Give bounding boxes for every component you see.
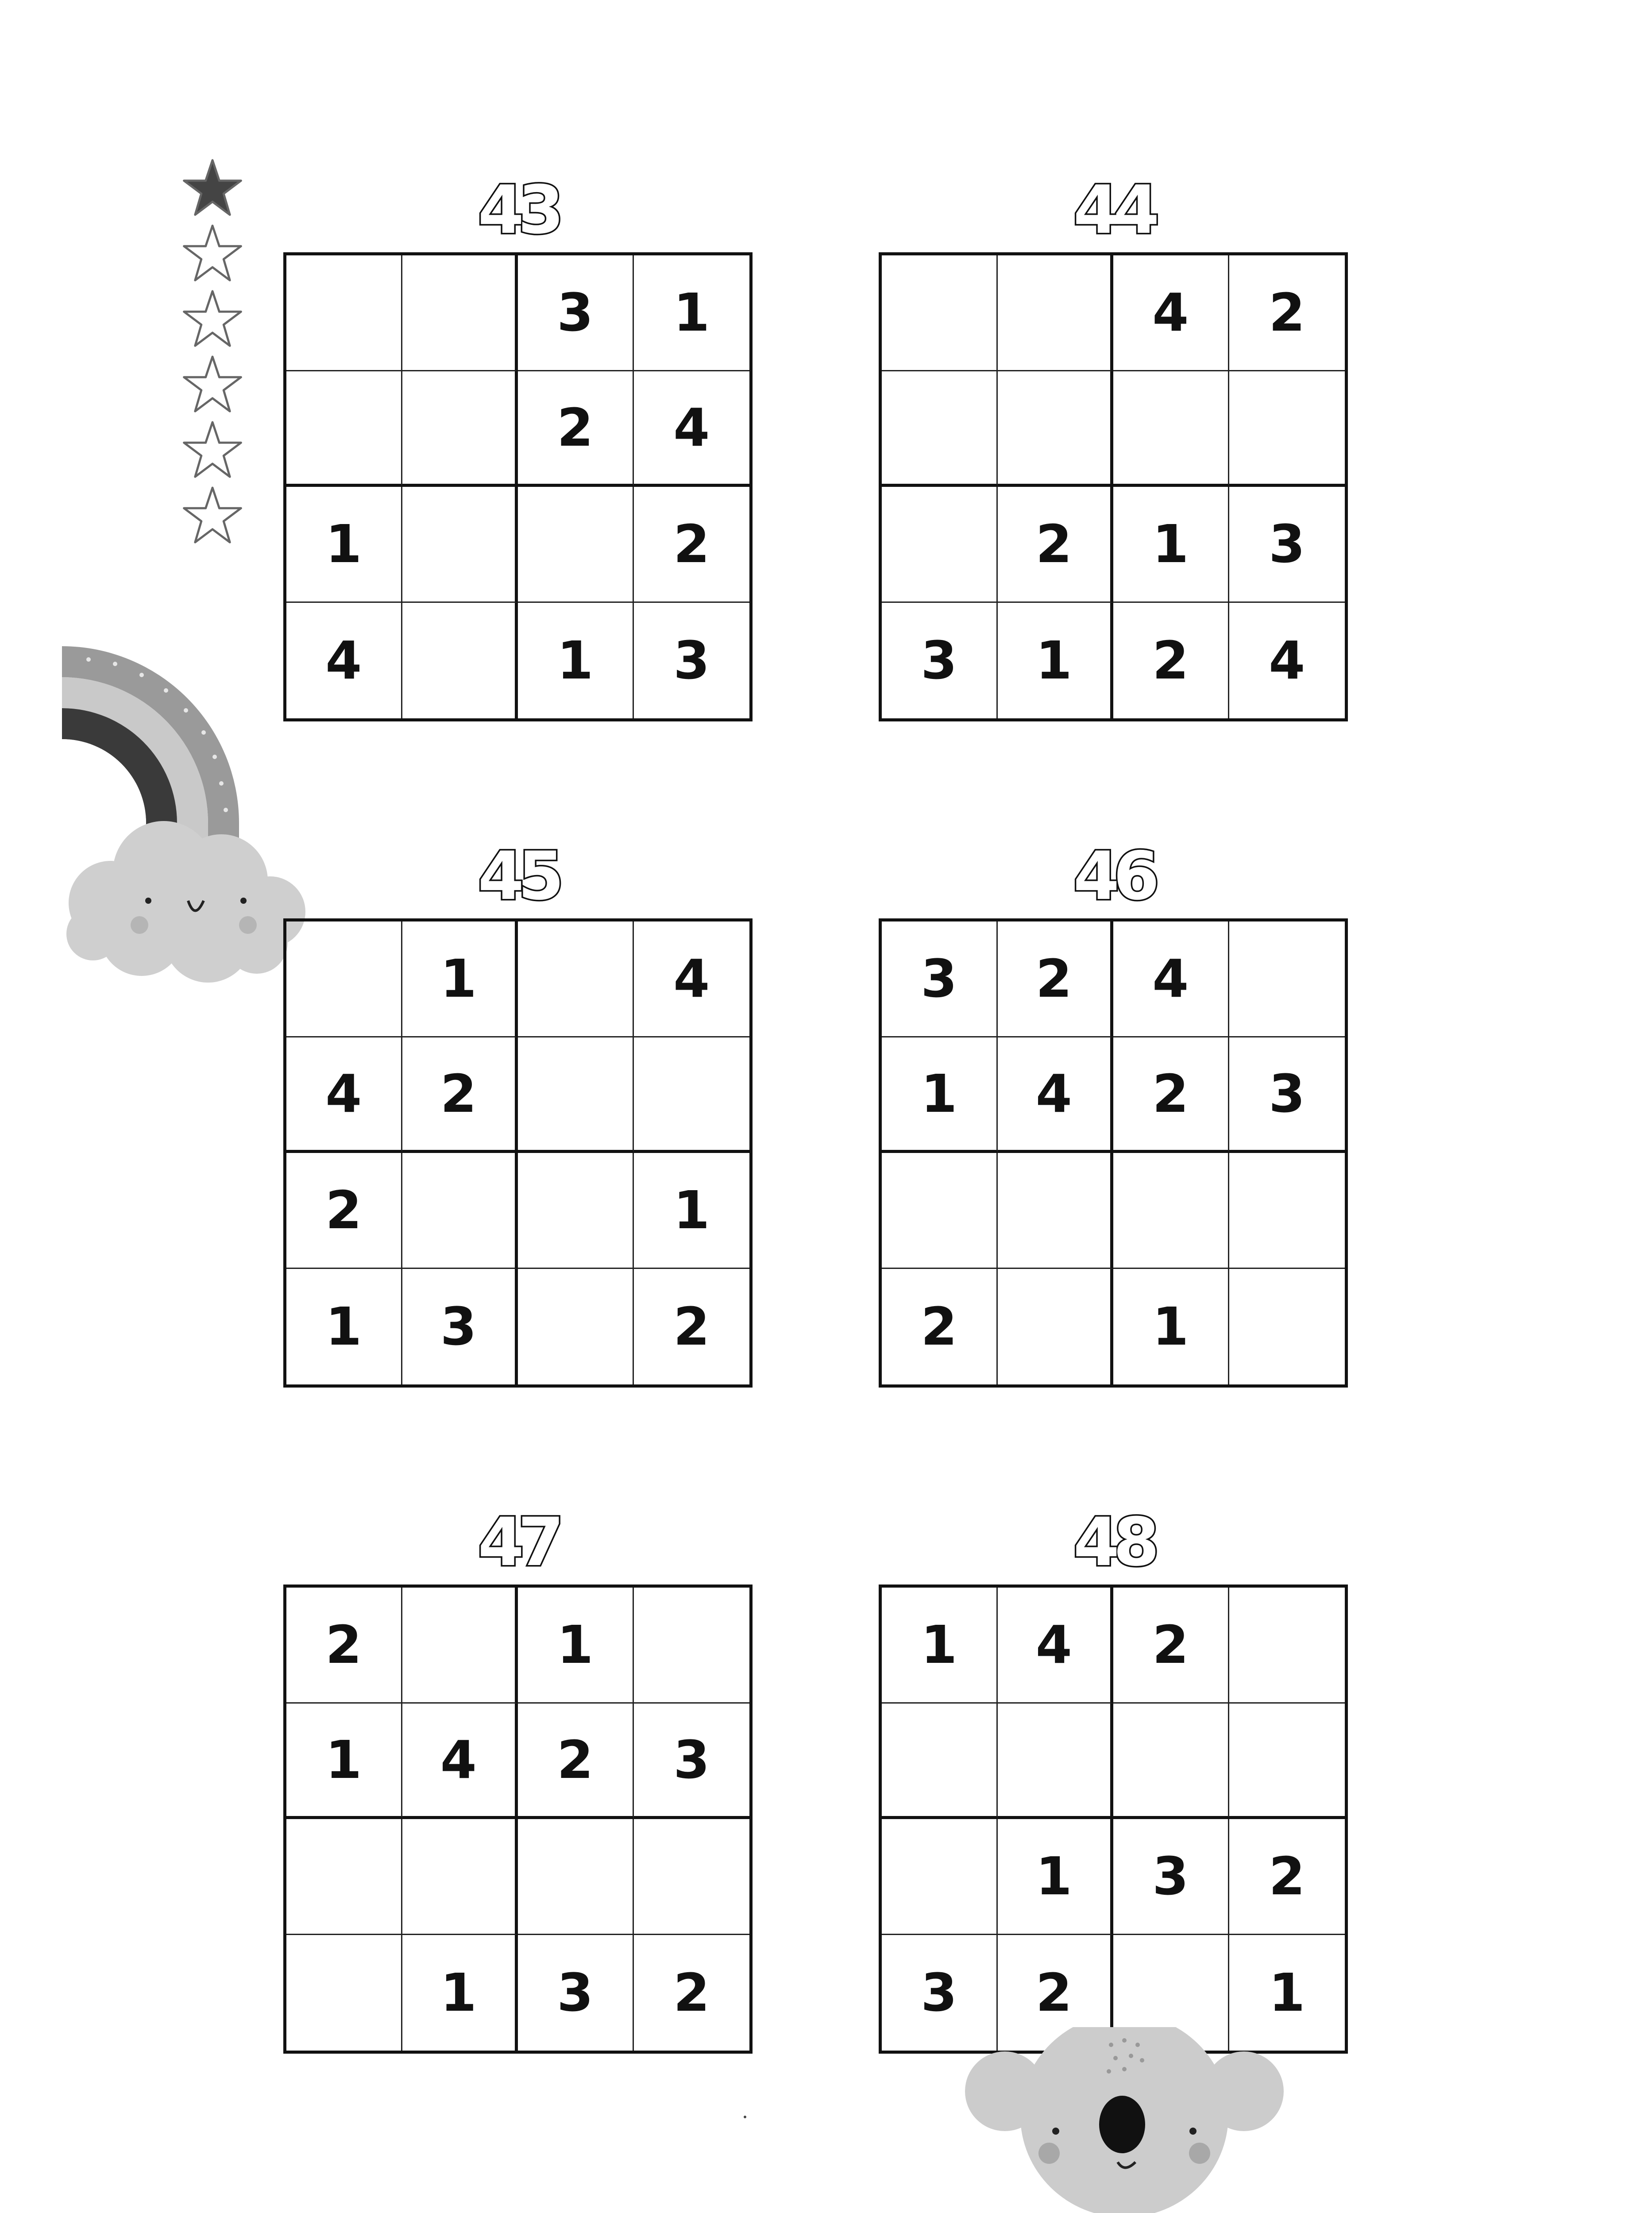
given-cell: 1 <box>286 1704 402 1820</box>
empty-cell[interactable] <box>402 1153 518 1269</box>
sudoku-grid <box>283 252 753 721</box>
empty-cell[interactable] <box>1229 1269 1345 1385</box>
empty-cell[interactable] <box>998 1153 1114 1269</box>
empty-cell[interactable] <box>882 487 998 603</box>
star-filled-icon <box>181 157 243 219</box>
rainbow-cloud-illustration <box>62 642 319 987</box>
given-cell: 2 <box>286 1153 402 1269</box>
given-cell: 3 <box>1113 1819 1229 1935</box>
given-cell: 4 <box>634 371 750 487</box>
sudoku-grid <box>283 918 753 1388</box>
empty-cell[interactable] <box>998 255 1114 371</box>
given-cell: 1 <box>634 1153 750 1269</box>
empty-cell[interactable] <box>402 255 518 371</box>
empty-cell[interactable] <box>1229 1704 1345 1820</box>
given-cell: 2 <box>1113 1588 1229 1704</box>
given-cell: 1 <box>634 255 750 371</box>
empty-cell[interactable] <box>1113 371 1229 487</box>
given-cell: 1 <box>402 921 518 1037</box>
empty-cell[interactable] <box>634 1588 750 1704</box>
given-cell: 4 <box>998 1588 1114 1704</box>
empty-cell[interactable] <box>286 255 402 371</box>
empty-cell[interactable] <box>518 487 634 603</box>
empty-cell[interactable] <box>882 371 998 487</box>
empty-cell[interactable] <box>518 921 634 1037</box>
sudoku-grid <box>879 252 1348 721</box>
puzzle-number: 46 <box>1073 838 1154 915</box>
given-cell: 3 <box>1229 487 1345 603</box>
empty-cell[interactable] <box>998 1269 1114 1385</box>
puzzle-number: 45 <box>478 838 558 915</box>
empty-cell[interactable] <box>882 1819 998 1935</box>
given-cell: 1 <box>518 603 634 719</box>
puzzle-number: 44 <box>1073 172 1154 249</box>
given-cell: 2 <box>1229 1819 1345 1935</box>
empty-cell[interactable] <box>1229 921 1345 1037</box>
empty-cell[interactable] <box>286 921 402 1037</box>
empty-cell[interactable] <box>402 603 518 719</box>
given-cell: 1 <box>1113 1269 1229 1385</box>
empty-cell[interactable] <box>634 1037 750 1153</box>
sudoku-grid <box>879 1585 1348 2054</box>
given-cell: 3 <box>1229 1037 1345 1153</box>
star-outline-icon <box>181 223 243 285</box>
empty-cell[interactable] <box>518 1153 634 1269</box>
given-cell: 2 <box>1113 603 1229 719</box>
given-cell: 3 <box>882 921 998 1037</box>
empty-cell[interactable] <box>518 1819 634 1935</box>
given-cell: 2 <box>518 1704 634 1820</box>
empty-cell[interactable] <box>882 1153 998 1269</box>
given-cell: 2 <box>998 921 1114 1037</box>
given-cell: 2 <box>1113 1037 1229 1153</box>
given-cell: 4 <box>286 603 402 719</box>
empty-cell[interactable] <box>1113 1704 1229 1820</box>
star-outline-icon <box>181 354 243 416</box>
given-cell: 1 <box>286 487 402 603</box>
sudoku-grid <box>283 1585 753 2054</box>
given-cell: 2 <box>518 371 634 487</box>
given-cell: 2 <box>998 1935 1114 2051</box>
star-outline-icon <box>181 485 243 547</box>
given-cell: 4 <box>1113 255 1229 371</box>
given-cell: 3 <box>518 255 634 371</box>
star-outline-icon <box>181 419 243 481</box>
given-cell: 2 <box>286 1588 402 1704</box>
empty-cell[interactable] <box>402 487 518 603</box>
given-cell: 4 <box>286 1037 402 1153</box>
empty-cell[interactable] <box>402 1819 518 1935</box>
given-cell: 1 <box>1113 487 1229 603</box>
stray-dot <box>744 2116 746 2118</box>
empty-cell[interactable] <box>518 1037 634 1153</box>
empty-cell[interactable] <box>402 1588 518 1704</box>
given-cell: 4 <box>634 921 750 1037</box>
given-cell: 3 <box>518 1935 634 2051</box>
empty-cell[interactable] <box>286 371 402 487</box>
given-cell: 3 <box>882 603 998 719</box>
sudoku-grid <box>879 918 1348 1388</box>
given-cell: 2 <box>673 1962 710 2024</box>
puzzle-number: 48 <box>1073 1504 1154 1581</box>
empty-cell[interactable] <box>518 1269 634 1385</box>
empty-cell[interactable] <box>882 1704 998 1820</box>
empty-cell[interactable] <box>1229 371 1345 487</box>
given-cell: 1 <box>998 1819 1114 1935</box>
given-cell: 1 <box>1269 1962 1305 2024</box>
given-cell: 1 <box>286 1269 402 1385</box>
given-cell: 4 <box>402 1704 518 1820</box>
given-cell: 4 <box>1269 630 1305 691</box>
empty-cell[interactable] <box>286 1819 402 1935</box>
empty-cell[interactable] <box>1229 1153 1345 1269</box>
empty-cell[interactable] <box>634 1819 750 1935</box>
empty-cell[interactable] <box>402 371 518 487</box>
given-cell: 2 <box>673 1296 710 1357</box>
given-cell: 1 <box>518 1588 634 1704</box>
puzzle-number: 43 <box>478 172 558 249</box>
empty-cell[interactable] <box>998 1704 1114 1820</box>
given-cell: 1 <box>882 1588 998 1704</box>
given-cell: 2 <box>882 1269 998 1385</box>
empty-cell[interactable] <box>882 255 998 371</box>
given-cell: 4 <box>998 1037 1114 1153</box>
empty-cell[interactable] <box>1113 1153 1229 1269</box>
given-cell: 3 <box>882 1935 998 2051</box>
given-cell: 4 <box>1113 921 1229 1037</box>
given-cell: 1 <box>882 1037 998 1153</box>
koala-illustration <box>965 2027 1284 2213</box>
given-cell: 2 <box>1229 255 1345 371</box>
given-cell: 3 <box>634 1704 750 1820</box>
given-cell: 3 <box>673 630 710 691</box>
difficulty-stars <box>181 157 252 550</box>
puzzle-number: 47 <box>478 1504 558 1581</box>
given-cell: 3 <box>402 1269 518 1385</box>
given-cell: 1 <box>998 603 1114 719</box>
star-outline-icon <box>181 288 243 350</box>
empty-cell[interactable] <box>998 371 1114 487</box>
empty-cell[interactable] <box>286 1935 402 2051</box>
given-cell: 2 <box>634 487 750 603</box>
given-cell: 1 <box>402 1935 518 2051</box>
given-cell: 2 <box>998 487 1114 603</box>
given-cell: 2 <box>402 1037 518 1153</box>
empty-cell[interactable] <box>1229 1588 1345 1704</box>
